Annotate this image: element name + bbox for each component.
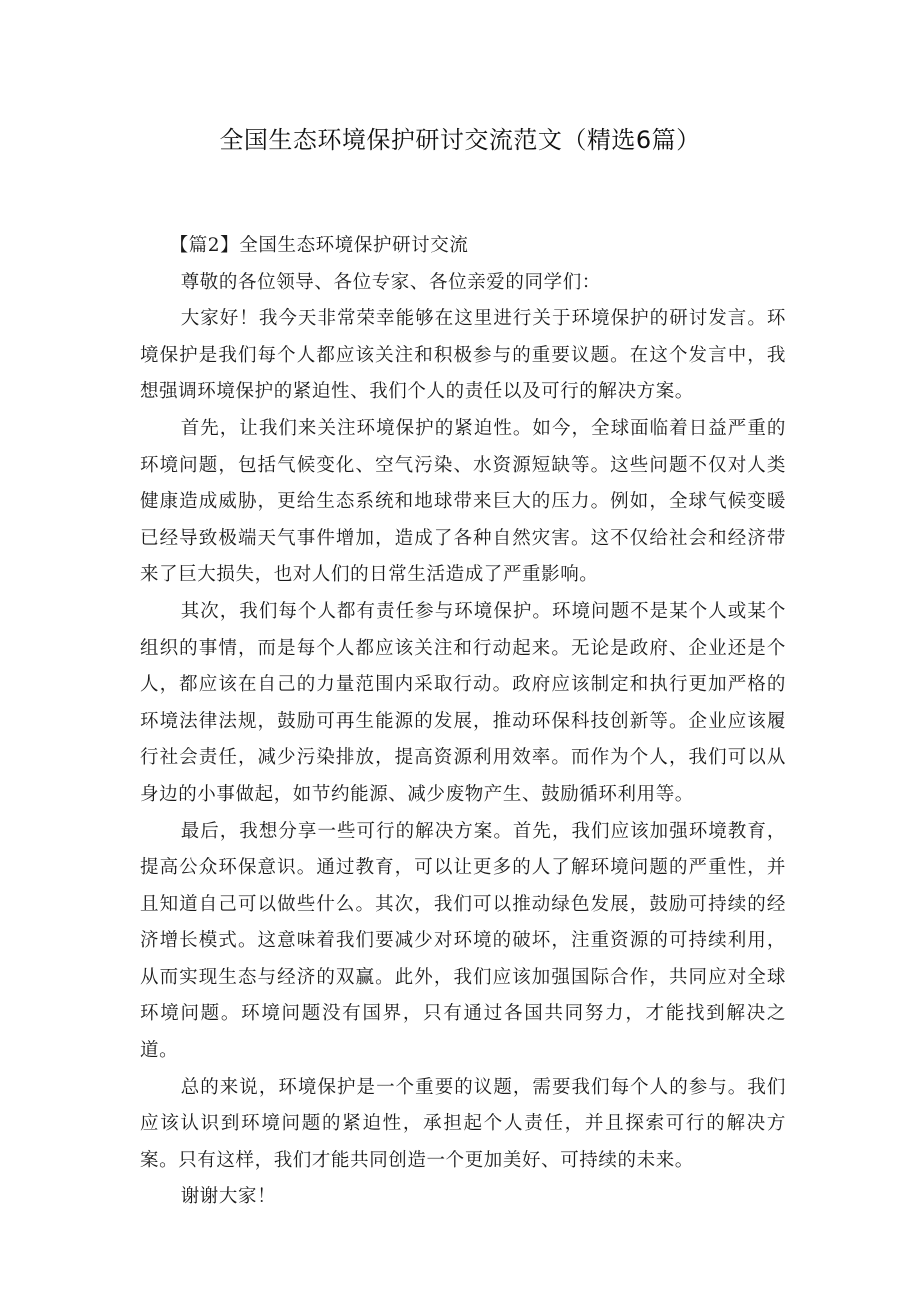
section-subtitle: 【篇2】全国生态环境保护研讨交流 bbox=[169, 235, 469, 256]
responsibility-paragraph: 其次，我们每个人都有责任参与环境保护。环境问题不是某个人或某个组织的事情，而是每个人都应该关注和行动起来。无论是政府、企业还是个人，都应该在自己的力量范围内采取行动。政府应该制定和执行更加严格的环境法律法规，鼓励可再生能源的发展，推动环保科技创新等。企业应该履行社会责任，减少污染排放，提高资源利用效率。而作为个人，我们可以从身边的小事做起，如节约能源、减少废物产生、鼓励循环利用等。 bbox=[140, 600, 786, 805]
document-body bbox=[140, 228, 786, 1216]
closing-paragraph: 谢谢大家！ bbox=[180, 1186, 277, 1208]
urgency-paragraph: 首先，让我们来关注环境保护的紧迫性。如今，全球面临着日益严重的环境问题，包括气候变化、空气污染、水资源短缺等。这些问题不仅对人类健康造成威胁，更给生态系统和地球带来巨大的压力。例如，全球气候变暖已经导致极端天气事件增加，造成了各种自然灾害。这不仅给社会和经济带来了巨大损失，也对人们的日常生活造成了严重影响。 bbox=[140, 417, 786, 586]
intro-paragraph: 大家好！我今天非常荣幸能够在这里进行关于环境保护的研讨发言。环境保护是我们每个人都应该关注和积极参与的重要议题。在这个发言中，我想强调环境保护的紧迫性、我们个人的责任以及可行的解决方案。 bbox=[140, 308, 786, 403]
solutions-paragraph: 最后，我想分享一些可行的解决方案。首先，我们应该加强环境教育，提高公众环保意识。通过教育，可以让更多的人了解环境问题的严重性，并且知道自己可以做些什么。其次，我们可以推动绿色发展，鼓励可持续的经济增长模式。这意味着我们要减少对环境的破坏，注重资源的可持续利用，从而实现生态与经济的双赢。此外，我们应该加强国际合作，共同应对全球环境问题。环境问题没有国界，只有通过各国共同努力，才能找到解决之道。 bbox=[140, 820, 786, 1062]
conclusion-paragraph: 总的来说，环境保护是一个重要的议题，需要我们每个人的参与。我们应该认识到环境问题的紧迫性，承担起个人责任，并且探索可行的解决方案。只有这样，我们才能共同创造一个更加美好、可持续的未来。 bbox=[140, 1076, 786, 1171]
document-title: 全国生态环境保护研讨交流范文（精选6篇） bbox=[219, 126, 701, 154]
salutation-paragraph: 尊敬的各位领导、各位专家、各位亲爱的同学们： bbox=[180, 271, 601, 293]
